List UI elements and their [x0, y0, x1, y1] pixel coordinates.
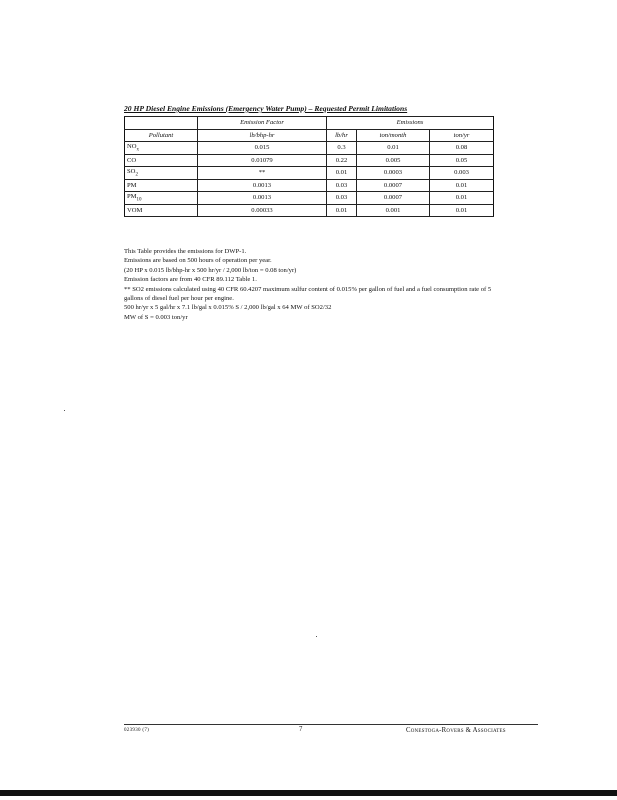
note-line: Emission factors are from 40 CFR 89.112 Table 1.: [124, 276, 257, 284]
ton-month-cell: 0.0003: [357, 167, 430, 180]
pollutant-cell: $PM_{10}$: [125, 192, 198, 205]
factor-cell: 0.015: [198, 142, 327, 155]
ton-yr-cell: 0.08: [430, 142, 494, 155]
table-row: [125, 167, 494, 180]
footer-company: Conestoga-Rovers & Associates: [406, 727, 506, 734]
footer-page-number: 7: [299, 726, 303, 733]
table-header-row: [125, 129, 494, 142]
note-line: (20 HP x 0.015 lb/bhp-hr x 500 hr/yr / 2,000 lb/ton = 0.08 ton/yr): [124, 266, 297, 274]
note-line: ** SO2 emissions calculated using 40 CFR 60.4207 maximum sulfur content of 0.015% per gallon of fuel and a fuel consumption rate of 5 gallons of diesel fuel per hour per engine.: [124, 285, 492, 303]
factor-cell: **: [198, 167, 327, 180]
pollutant-cell: PM: [125, 179, 198, 192]
factor-cell: 0.0013: [198, 192, 327, 205]
footer-doc-id: 023930 (7): [124, 728, 150, 733]
header-emission-factor: Emission Factor: [198, 117, 327, 130]
table-caption: 20 HP Diesel Engine Emissions (Emergency Water Pump) – Requested Permit Limitations: [124, 104, 408, 113]
table-row: [125, 142, 494, 155]
header-lb-bhp-hr: lb/bhp-hr: [198, 129, 327, 142]
lb-hr-cell: 0.01: [327, 167, 357, 180]
ton-month-cell: 0.005: [357, 154, 430, 167]
ton-yr-cell: 0.01: [430, 204, 494, 217]
lb-hr-cell: 0.3: [327, 142, 357, 155]
ton-yr-cell: 0.01: [430, 179, 494, 192]
factor-cell: 0.0013: [198, 179, 327, 192]
header-lb-hr: lb/hr: [327, 129, 357, 142]
footer-rule: [124, 724, 538, 725]
lb-hr-cell: 0.01: [327, 204, 357, 217]
lb-hr-cell: 0.03: [327, 179, 357, 192]
table-row: [125, 179, 494, 192]
ton-month-cell: 0.01: [357, 142, 430, 155]
pollutant-cell: $SO_2$: [125, 167, 198, 180]
header-ton-month: ton/month: [357, 129, 430, 142]
table-row: [125, 192, 494, 205]
lb-hr-cell: 0.03: [327, 192, 357, 205]
factor-cell: 0.00033: [198, 204, 327, 217]
factor-cell: 0.01079: [198, 154, 327, 167]
pollutant-cell: CO: [125, 154, 198, 167]
scan-edge-bar: [0, 790, 617, 796]
scan-speck: [64, 410, 65, 411]
emissions-table: [124, 116, 494, 217]
header-blank: [125, 117, 198, 130]
note-line: MW of S = 0.003 ton/yr: [124, 313, 188, 321]
scan-speck: [316, 636, 317, 637]
table-row: [125, 204, 494, 217]
ton-yr-cell: 0.003: [430, 167, 494, 180]
ton-month-cell: 0.0007: [357, 192, 430, 205]
lb-hr-cell: 0.22: [327, 154, 357, 167]
header-ton-yr: ton/yr: [430, 129, 494, 142]
table-notes: [124, 247, 504, 322]
ton-month-cell: 0.0007: [357, 179, 430, 192]
header-emissions: Emissions: [327, 117, 494, 130]
note-line: Emissions are based on 500 hours of operation per year.: [124, 257, 272, 265]
ton-month-cell: 0.001: [357, 204, 430, 217]
pollutant-cell: $NO_x$: [125, 142, 198, 155]
ton-yr-cell: 0.01: [430, 192, 494, 205]
pollutant-cell: VOM: [125, 204, 198, 217]
note-line: 500 hr/yr x 5 gal/hr x 7.1 lb/gal x 0.015% S / 2,000 lb/gal x 64 MW of SO2/32: [124, 304, 332, 312]
ton-yr-cell: 0.05: [430, 154, 494, 167]
header-pollutant: Pollutant: [125, 129, 198, 142]
table-row: [125, 154, 494, 167]
table-header-row: [125, 117, 494, 130]
note-line: This Table provides the emissions for DWP-1.: [124, 248, 247, 255]
